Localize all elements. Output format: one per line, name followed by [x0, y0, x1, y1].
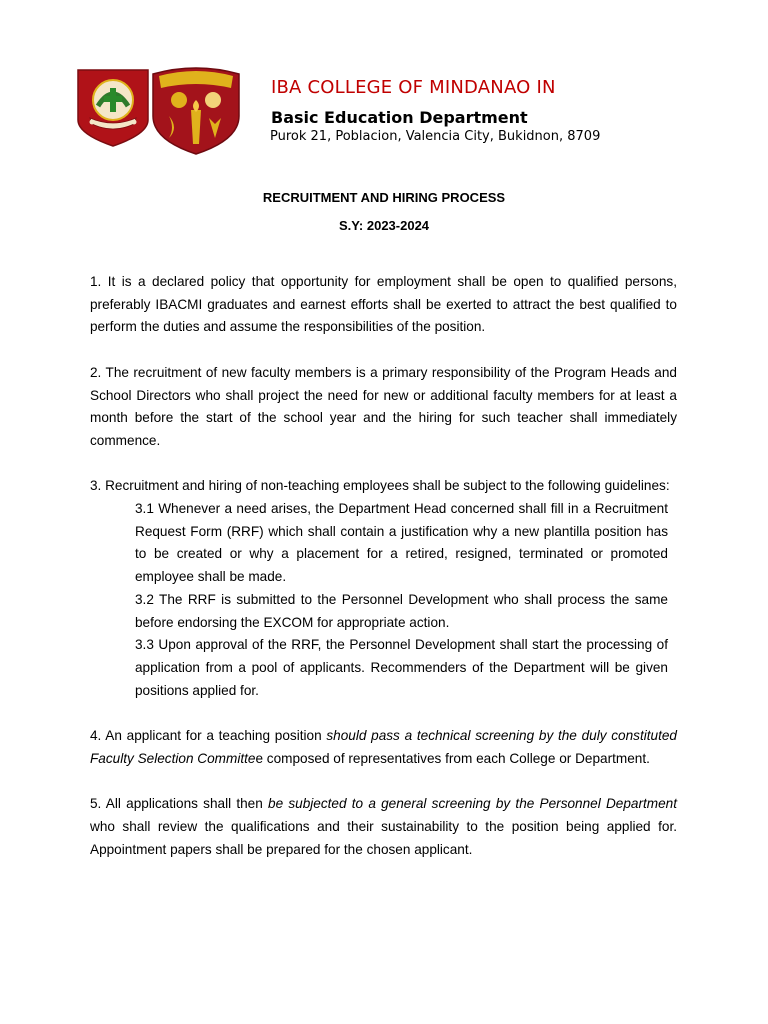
guideline-3-3: 3.3 Upon approval of the RRF, the Personnel Development shall start the processing of application from a pool of applicants. Recommenders of the Department will be given positions applied for.: [135, 637, 668, 698]
paragraph-4-lead: 4. An applicant for a teaching position: [90, 728, 327, 744]
header-logos: [76, 68, 244, 158]
paragraph-5-emphasis: be subjected to a general screening by the Personnel Department: [268, 796, 677, 812]
paragraph-4-tail: e composed of representatives from each College or Department.: [255, 750, 650, 766]
paragraph-5-lead: 5. All applications shall then: [90, 796, 269, 812]
paragraph-3-text: 3. Recruitment and hiring of non-teaching employees shall be subject to the following guidelines:: [90, 478, 670, 494]
college-address: Purok 21, Poblacion, Valencia City, Bukidnon, 8709: [270, 129, 601, 144]
paragraph-5: [90, 793, 677, 861]
paragraph-1: 1. It is a declared policy that opportunity for employment shall be open to qualified persons, preferably IBACMI graduates and earnest efforts shall be exerted to attract the best qualified to perform the duties and assume the responsibilities of the position.: [90, 274, 677, 335]
paragraph-4: [90, 725, 677, 770]
school-seal-logo: [76, 68, 150, 148]
paragraph-2: 2. The recruitment of new faculty members is a primary responsibility of the Program Heads and School Directors who shall project the need for new or additional faculty members for at least a month before the start of the school year and the hiring for such teacher shall immediately commence.: [90, 364, 677, 448]
department-name: Basic Education Department: [271, 108, 528, 127]
paragraph-4-emphasis: should pass a technical screening by the duly constituted Faculty Selection Committe: [90, 728, 677, 766]
college-name: IBA COLLEGE OF MINDANAO IN: [271, 77, 556, 98]
paragraph-3: [90, 475, 677, 498]
guideline-list: [135, 498, 668, 702]
school-year: S.Y: 2023-2024: [338, 218, 430, 233]
document-body: [90, 271, 677, 884]
guideline-3-2: 3.2 The RRF is submitted to the Personnel Development who shall process the same before endorsing the EXCOM for appropriate action.: [135, 591, 668, 630]
guideline-3-1: 3.1 Whenever a need arises, the Department Head concerned shall fill in a Recruitment Request Form (RRF) which shall contain a justification why a new plantilla position has to be created or why a placement for a retired, resigned, terminated or promoted employee shall be made.: [135, 501, 668, 585]
paragraph-5-tail: who shall review the qualifications and their sustainability to the position being applied for. Appointment papers shall be prepared for the chosen applicant.: [90, 818, 677, 857]
document-title: RECRUITMENT AND HIRING PROCESS: [262, 190, 506, 205]
college-crest-logo: [151, 66, 241, 156]
